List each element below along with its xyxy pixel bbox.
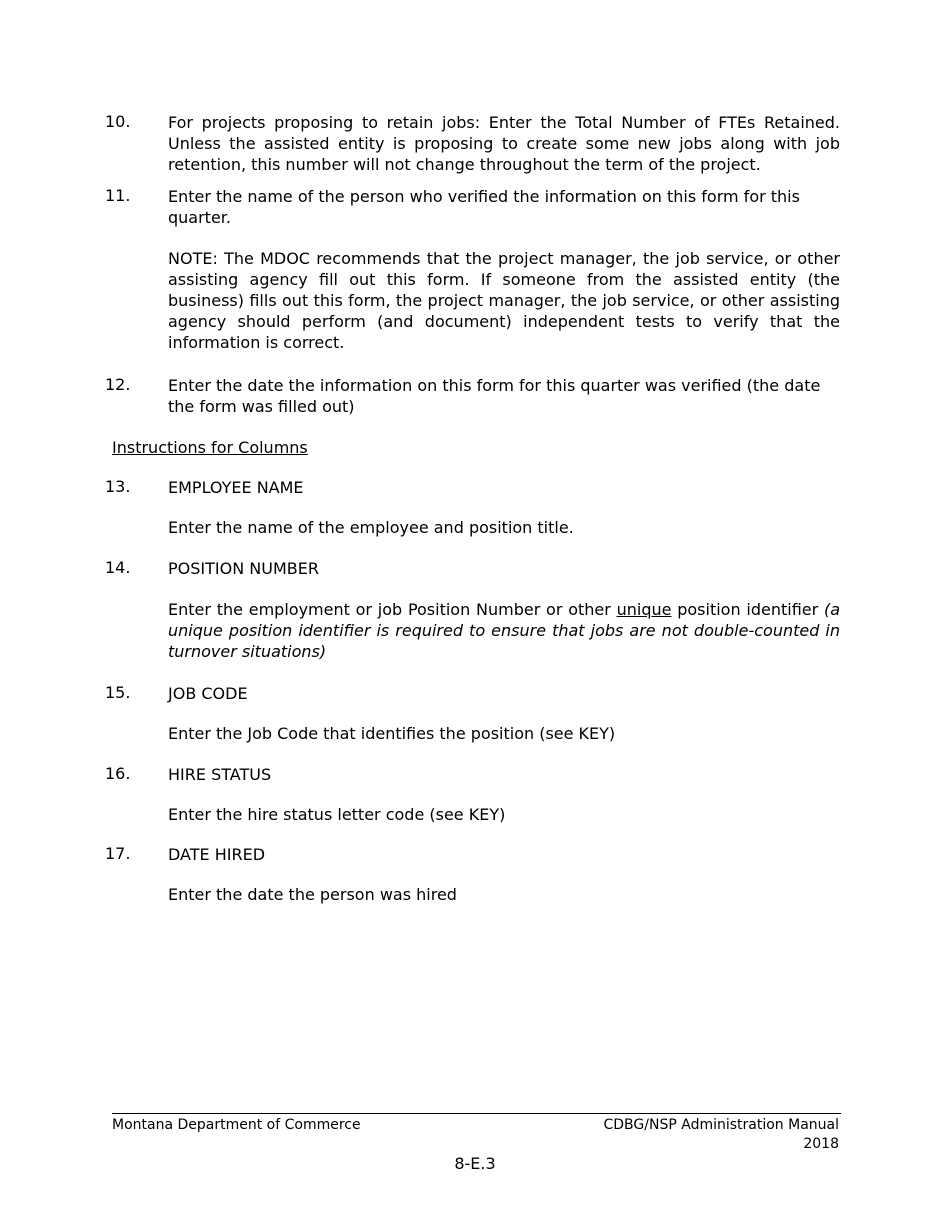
description-text: position identifier <box>671 600 824 619</box>
underlined-word: unique <box>616 600 672 619</box>
column-description: Enter the hire status letter code (see KEY) <box>168 805 506 824</box>
column-description: Enter the date the person was hired <box>168 885 457 904</box>
column-title: POSITION NUMBER <box>168 559 319 578</box>
item-text: Enter the name of the person who verified the information on this form for this quarter. <box>168 187 800 227</box>
footer-organization: Montana Department of Commerce <box>112 1117 361 1133</box>
italic-note: (a unique position identifier is required to ensure that jobs are not double-counted in turnover situations) <box>168 600 841 661</box>
item-number: 15. <box>105 683 131 702</box>
footer-manual-title <box>604 1116 840 1154</box>
item-number: 12. <box>105 375 131 394</box>
item-number: 11. <box>105 186 131 205</box>
footer-divider <box>112 1113 841 1114</box>
column-item-16 <box>105 764 840 785</box>
item-number: 17. <box>105 844 131 863</box>
column-description: Enter the Job Code that identifies the position (see KEY) <box>168 724 616 743</box>
instruction-item-12 <box>105 375 840 417</box>
instruction-item-11 <box>105 186 840 228</box>
column-item-14 <box>105 558 840 579</box>
column-item-13 <box>105 477 840 498</box>
item-text: For projects proposing to retain jobs: Enter the Total Number of FTEs Retained. Unless the assisted entity is proposing to create some new jobs along with job retention, this number will not change throughout the term of the project. <box>168 113 840 174</box>
instruction-item-10 <box>105 112 840 175</box>
item-text: Enter the date the information on this form for this quarter was verified (the date the form was filled out) <box>168 376 821 416</box>
note-paragraph: NOTE: The MDOC recommends that the project manager, the job service, or other assisting agency fill out this form. If someone from the assisted entity (the business) fills out this form, the project manager, the job service, or other assisting agency should perform (and document) independent tests to verify that the information is correct. <box>168 249 840 352</box>
column-item-15 <box>105 683 840 704</box>
column-description <box>168 599 840 662</box>
column-title: HIRE STATUS <box>168 765 272 784</box>
section-heading: Instructions for Columns <box>112 438 308 457</box>
column-title: JOB CODE <box>168 684 248 703</box>
manual-year: 2018 <box>803 1136 839 1152</box>
column-title: DATE HIRED <box>168 845 266 864</box>
column-title: EMPLOYEE NAME <box>168 478 304 497</box>
item-number: 13. <box>105 477 131 496</box>
manual-name: CDBG/NSP Administration Manual <box>603 1117 839 1133</box>
page-number: 8-E.3 <box>454 1154 496 1173</box>
column-item-17 <box>105 844 840 865</box>
item-number: 10. <box>105 112 131 131</box>
description-text: Enter the employment or job Position Number or other <box>168 600 617 619</box>
item-number: 16. <box>105 764 131 783</box>
column-description: Enter the name of the employee and position title. <box>168 518 574 537</box>
item-number: 14. <box>105 558 131 577</box>
